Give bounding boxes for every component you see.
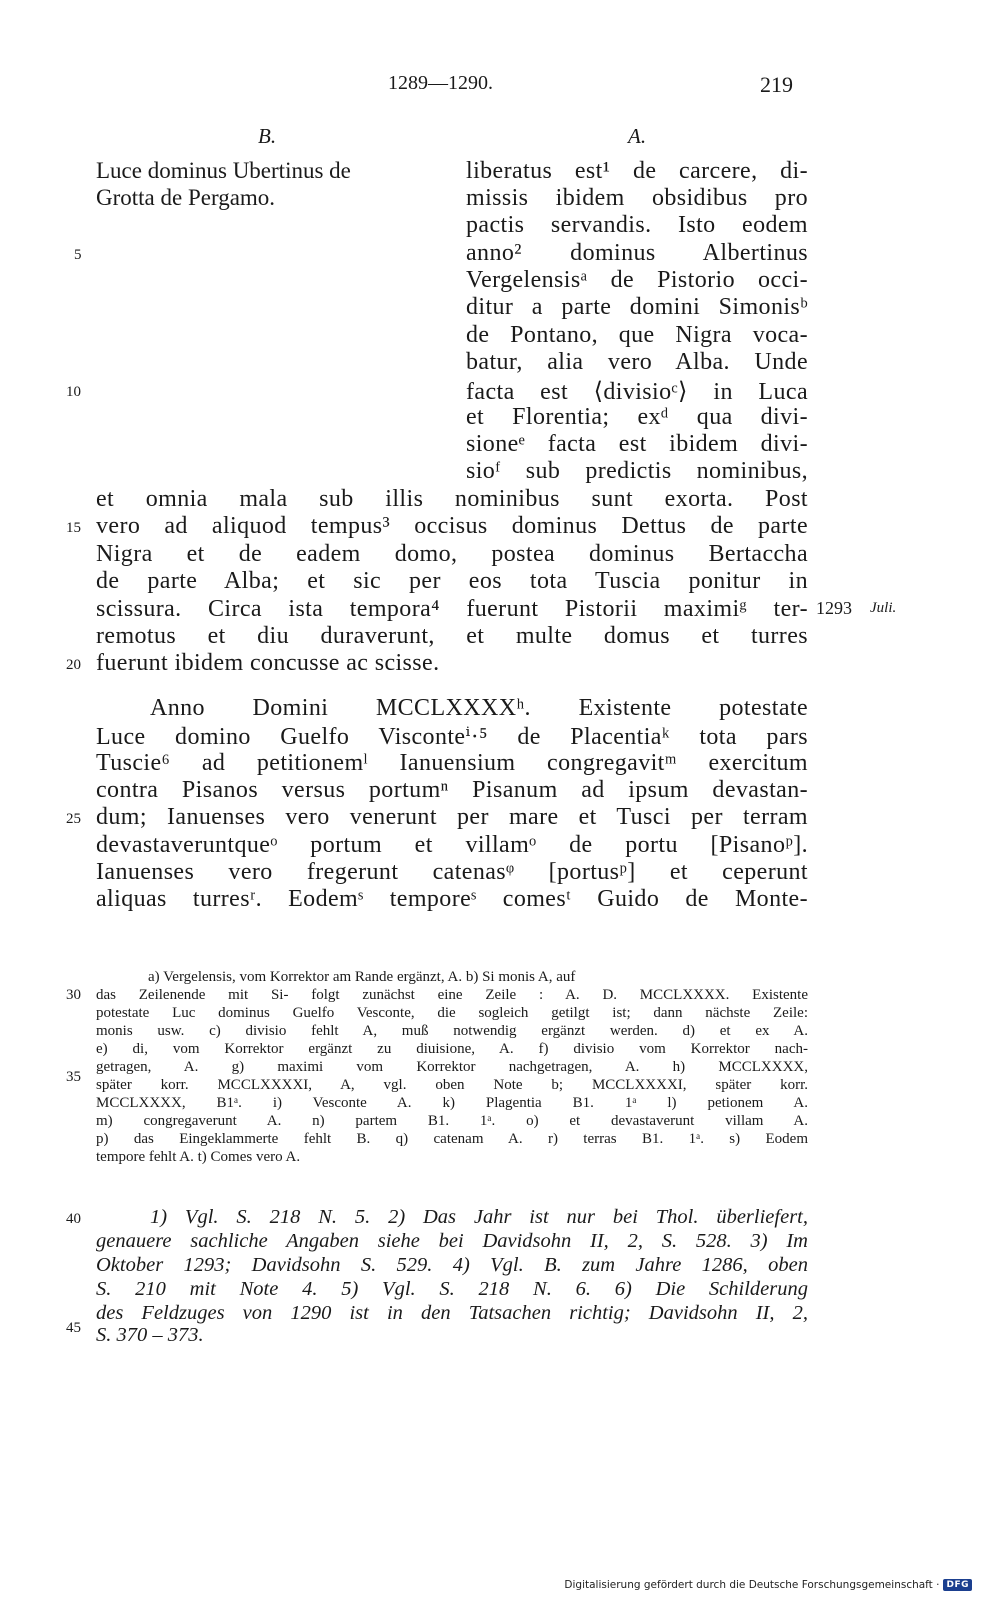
col-a-line: pactis servandis. Isto eodem [466, 212, 808, 238]
line-number: 40 [66, 1211, 81, 1227]
main-line: fuerunt ibidem concusse ac scisse. [96, 650, 440, 676]
col-a-line: Vergelensisᵃ de Pistorio occi- [466, 267, 808, 293]
apparatus-line: monis usw. c) divisio fehlt A, muß notwendig ergänzt werden. d) et ex A. [96, 1023, 808, 1039]
main-line: Tuscie⁶ ad petitionemˡ Ianuensium congregavitᵐ exercitum [96, 750, 808, 776]
line-number: 35 [66, 1069, 81, 1085]
main-line: devastaveruntqueᵒ portum et villamᵒ de portu [Pisanoᵖ]. [96, 832, 808, 858]
column-label-a: A. [628, 124, 647, 148]
column-label-b: B. [258, 124, 277, 148]
main-line: Anno Domini MCCLXXXXʰ. Existente potestate [150, 695, 808, 721]
col-a-line: facta est ⟨divisioᶜ⟩ in Luca [466, 379, 808, 405]
margin-date-year: 1293 [816, 598, 852, 618]
running-head-years: 1289—1290. [388, 72, 493, 94]
line-number: 30 [66, 987, 81, 1003]
dfg-logo: DFG [943, 1579, 972, 1591]
apparatus-line: tempore fehlt A. t) Comes vero A. [96, 1149, 301, 1165]
apparatus-line: m) congregaverunt A. n) partem B1. 1ᵃ. o) et devastaverunt villam A. [96, 1113, 808, 1129]
col-a-line: ditur a parte domini Simonisᵇ [466, 294, 808, 320]
line-number: 5 [74, 247, 82, 263]
footnote-line: genauere sachliche Angaben siehe bei Davidsohn II, 2, S. 528. 3) Im [96, 1230, 808, 1252]
main-line: aliquas turresʳ. Eodemˢ temporeˢ comesᵗ Guido de Monte- [96, 886, 808, 912]
apparatus-line: potestate Luc dominus Guelfo Vesconte, die sogleich getilgt ist; dann nächste Zeile: [96, 1005, 808, 1021]
main-line: Luce domino Guelfo Visconteⁱ·⁵ de Placentiaᵏ tota pars [96, 724, 808, 750]
main-line: scissura. Circa ista tempora⁴ fuerunt Pistorii maximiᵍ ter- [96, 596, 808, 622]
footnote-line: 1) Vgl. S. 218 N. 5. 2) Das Jahr ist nur bei Thol. überliefert, [150, 1206, 808, 1228]
main-line: de parte Alba; et sic per eos tota Tuscia ponitur in [96, 568, 808, 594]
footnote-line: des Feldzuges von 1290 ist in den Tatsachen richtig; Davidsohn II, 2, [96, 1302, 808, 1324]
footnote-line: S. 210 mit Note 4. 5) Vgl. S. 218 N. 6. 6) Die Schilderung [96, 1278, 808, 1300]
main-line: dum; Ianuenses vero venerunt per mare et Tusci per terram [96, 804, 808, 830]
margin-date-month: Juli. [870, 600, 897, 616]
footnote-line: S. 370 – 373. [96, 1324, 204, 1346]
apparatus-line: das Zeilenende mit Si- folgt zunächst eine Zeile : A. D. MCCLXXXX. Existente [96, 987, 808, 1003]
col-a-line: sioneᵉ facta est ibidem divi- [466, 431, 808, 457]
col-a-line: missis ibidem obsidibus pro [466, 185, 808, 211]
col-a-line: et Florentia; exᵈ qua divi- [466, 404, 808, 430]
line-number: 10 [66, 384, 81, 400]
main-line: vero ad aliquod tempus³ occisus dominus Dettus de parte [96, 513, 808, 539]
col-a-line: de Pontano, que Nigra voca- [466, 322, 808, 348]
line-number: 45 [66, 1320, 81, 1336]
col-a-line: batur, alia vero Alba. Unde [466, 349, 808, 375]
main-line: et omnia mala sub illis nominibus sunt exorta. Post [96, 486, 808, 512]
col-b-line: Luce dominus Ubertinus de [96, 158, 351, 183]
apparatus-line: a) Vergelensis, vom Korrektor am Rande ergänzt, A. b) Si monis A, auf [148, 969, 576, 985]
apparatus-line: p) das Eingeklammerte fehlt B. q) catenam A. r) terras B1. 1ᵃ. s) Eodem [96, 1131, 808, 1147]
apparatus-line: getragen, A. g) maximi vom Korrektor nachgetragen, A. h) MCCLXXXX, [96, 1059, 808, 1075]
col-a-line: liberatus est¹ de carcere, di- [466, 158, 808, 184]
main-line: remotus et diu duraverunt, et multe domus et turres [96, 623, 808, 649]
main-line: Nigra et de eadem domo, postea dominus Bertaccha [96, 541, 808, 567]
line-number: 15 [66, 520, 81, 536]
apparatus-line: e) di, vom Korrektor ergänzt zu diuisione, A. f) divisio vom Korrektor nach- [96, 1041, 808, 1057]
col-a-line: anno² dominus Albertinus [466, 240, 808, 266]
main-line: Ianuenses vero fregerunt catenasᵠ [portusᵖ] et ceperunt [96, 859, 808, 885]
apparatus-line: MCCLXXXX, B1ᵃ. i) Vesconte A. k) Plagentia B1. 1ᵃ l) petionem A. [96, 1095, 808, 1111]
col-b-line: Grotta de Pergamo. [96, 185, 276, 210]
line-number: 25 [66, 811, 81, 827]
credit-text: Digitalisierung gefördert durch die Deutsche Forschungsgemeinschaft · [564, 1579, 940, 1591]
digitization-credit [564, 1579, 972, 1591]
apparatus-line: später korr. MCCLXXXXI, A, vgl. oben Note b; MCCLXXXXI, später korr. [96, 1077, 808, 1093]
col-a-line: sioᶠ sub predictis nominibus, [466, 458, 808, 484]
page-number: 219 [760, 72, 793, 97]
footnote-line: Oktober 1293; Davidsohn S. 529. 4) Vgl. B. zum Jahre 1286, oben [96, 1254, 808, 1276]
main-line: contra Pisanos versus portumⁿ Pisanum ad ipsum devastan- [96, 777, 808, 803]
line-number: 20 [66, 657, 81, 673]
